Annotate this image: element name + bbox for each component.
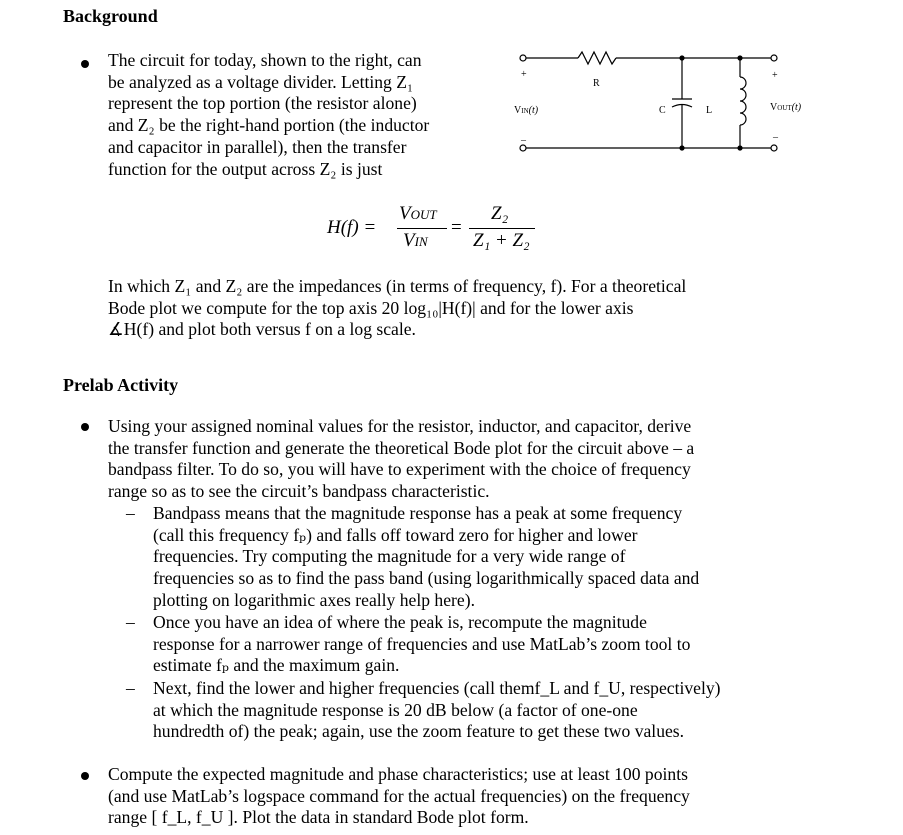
subitem-bandpass [153, 503, 813, 612]
text-line: Bode plot we compute for the top axis 20 log₁₀|H(f)| and for the lower axis [108, 297, 634, 318]
output-terminal-bottom [771, 145, 777, 151]
prelab-paragraph-1 [108, 416, 808, 503]
text-line: estimate fₚ and the maximum gain. [153, 655, 400, 676]
dash-marker: – [126, 612, 135, 632]
text-line: ∡H(f) and plot both versus f on a log scale. [108, 319, 416, 340]
prelab-heading: Prelab Activity [63, 375, 179, 395]
text-line: Using your assigned nominal values for the resistor, inductor, and capacitor, derive [108, 416, 692, 436]
dash-marker: – [126, 503, 135, 523]
text-line: range [ f_L, f_U ]. Plot the data in standard Bode plot form. [108, 807, 529, 828]
fraction-bar [469, 228, 535, 229]
text-line: the transfer function and generate the theoretical Bode plot for the circuit above – a [108, 437, 695, 458]
text-line: (and use MatLab’s logspace command for the actual frequencies) on the frequency [108, 785, 690, 806]
bullet-dot [81, 772, 89, 780]
equation-equals: = [451, 217, 462, 238]
fraction-bar [397, 228, 447, 229]
prelab-paragraph-2 [108, 764, 808, 829]
transfer-function-equation [327, 200, 547, 260]
subitem-zoom [153, 612, 813, 677]
text-line: The circuit for today, shown to the right, can [108, 50, 422, 70]
text-line: and Z₂ be the right-hand portion (the inductor [108, 115, 430, 136]
text-line: at which the magnitude response is 20 dB below (a factor of one-one [153, 699, 638, 720]
vout-label: VOUT(t) [770, 102, 802, 113]
text-line: represent the top portion (the resistor alone) [108, 93, 417, 114]
inductor-label: L [706, 105, 713, 116]
vout-plus: + [772, 70, 778, 81]
background-heading: Background [63, 6, 158, 26]
text-line: plotting on logarithmic axes really help here). [153, 589, 475, 610]
text-line: and capacitor in parallel), then the transfer [108, 136, 407, 157]
vout-minus: – [773, 132, 778, 143]
text-line: Compute the expected magnitude and phase characteristics; use at least 100 points [108, 764, 688, 784]
text-line: frequencies. Try computing the magnitude for a very wide range of [153, 546, 626, 567]
subitem-cutoff [153, 678, 833, 743]
vin-plus: + [521, 69, 527, 80]
capacitor-label: C [659, 105, 666, 116]
rlc-circuit-diagram [512, 44, 812, 154]
bullet-dot [81, 60, 89, 68]
text-line: function for the output across Z₂ is just [108, 158, 383, 179]
text-line: (call this frequency fₚ) and falls off toward zero for higher and lower [153, 524, 638, 545]
text-line: Bandpass means that the magnitude response has a peak at some frequency [153, 503, 683, 523]
equation-lhs: H(f) = [327, 217, 377, 238]
text-line: In which Z₁ and Z₂ are the impedances (in terms of frequency, f). For a theoretical [108, 276, 687, 296]
resistor-symbol [578, 52, 616, 64]
text-line: hundredth of) the peak; again, use the zoom feature to get these two values. [153, 721, 685, 742]
output-terminal-top [771, 55, 777, 61]
text-line: response for a narrower range of frequencies and use MatLab’s zoom tool to [153, 633, 691, 654]
equation-denominator-2: Z₁ + Z₂ [473, 230, 530, 251]
inductor-symbol [740, 77, 746, 125]
equation-numerator-2: Z₂ [491, 203, 509, 224]
dash-marker: – [126, 678, 135, 698]
text-line: frequencies so as to find the pass band (using logarithmically spaced data and [153, 568, 700, 589]
text-line: Next, find the lower and higher frequencies (call themf_L and f_U, respectively) [153, 678, 721, 698]
text-line: Once you have an idea of where the peak is, recompute the magnitude [153, 612, 647, 632]
resistor-label: R [593, 78, 600, 89]
background-paragraph [108, 50, 488, 180]
impedance-paragraph [108, 276, 808, 341]
bullet-dot [81, 423, 89, 431]
equation-numerator-1: VOUT [399, 203, 437, 224]
input-terminal-top [520, 55, 526, 61]
text-line: bandpass filter. To do so, you will have to experiment with the choice of frequency [108, 459, 691, 480]
text-line: be analyzed as a voltage divider. Letting Z₁ [108, 71, 414, 92]
text-line: range so as to see the circuit’s bandpass characteristic. [108, 481, 490, 502]
vin-minus: – [521, 135, 526, 146]
equation-denominator-1: VIN [403, 230, 428, 251]
vin-label: VIN(t) [514, 105, 539, 116]
